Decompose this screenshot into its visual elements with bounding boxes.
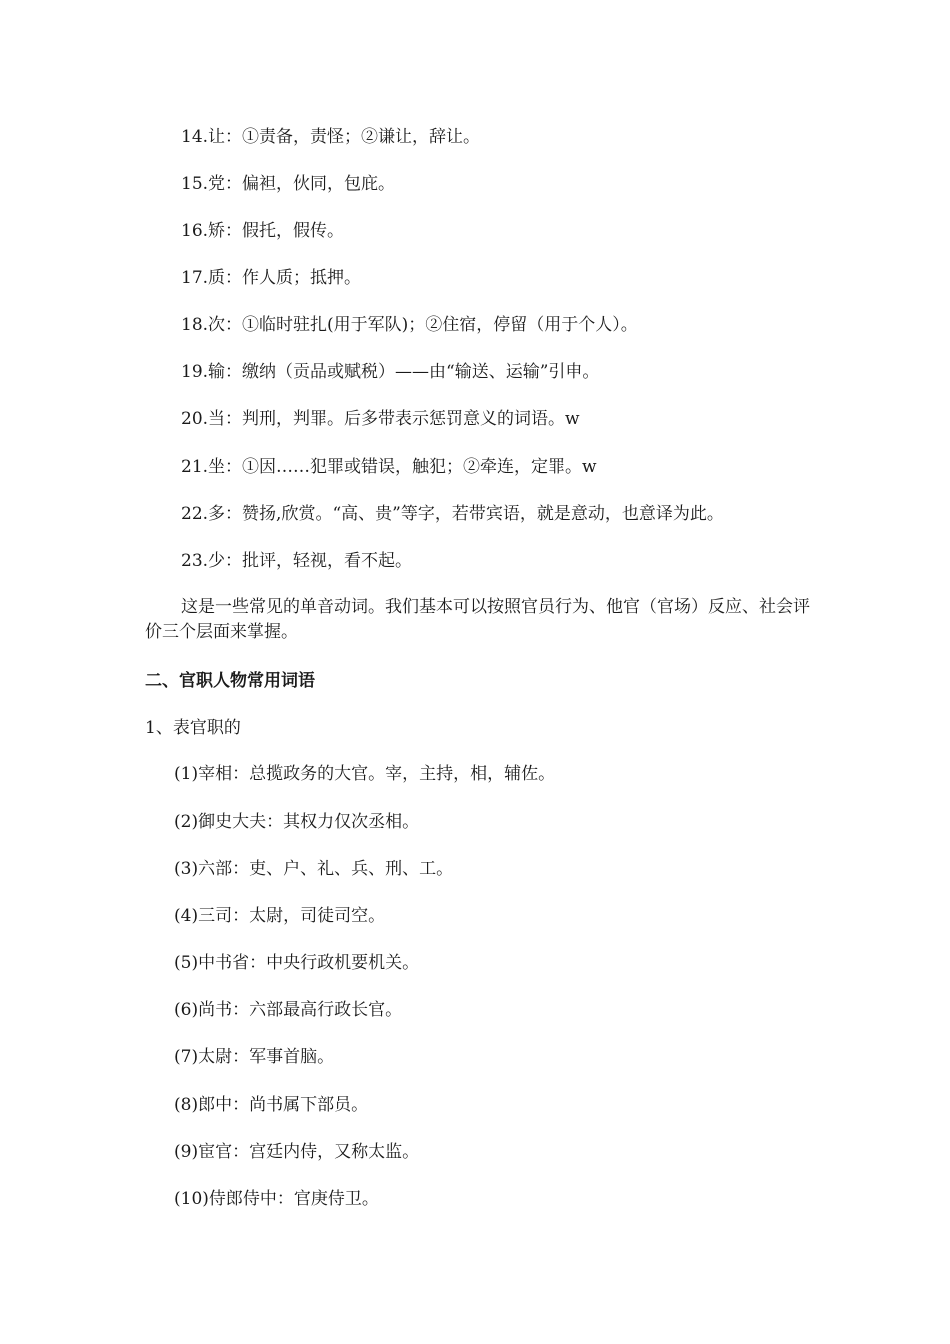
verb-entry-23: 23.少：批评，轻视，看不起。 bbox=[181, 551, 413, 571]
verb-entry-21: 21.坐：①因……犯罪或错误，触犯；②牵连，定罪。w bbox=[181, 457, 597, 477]
office-entry-7: (7)太尉：军事首脑。 bbox=[174, 1047, 335, 1067]
verb-entry-19: 19.输：缴纳（贡品或赋税）——由“输送、运输”引申。 bbox=[181, 362, 600, 382]
office-entry-3: (3)六部：吏、户、礼、兵、刑、工。 bbox=[174, 859, 454, 879]
subsection-heading: 1、表官职的 bbox=[145, 718, 241, 738]
verb-entry-15: 15.党：偏袒，伙同，包庇。 bbox=[181, 174, 396, 194]
summary-paragraph: 这是一些常见的单音动词。我们基本可以按照官员行为、他官（官场）反应、社会评价三个层面来掌握。 bbox=[145, 597, 810, 642]
verb-entry-14: 14.让：①责备，责怪；②谦让，辞让。 bbox=[181, 127, 481, 147]
office-entry-9: (9)宦官：宫廷内侍，又称太监。 bbox=[174, 1142, 420, 1162]
verb-entry-18: 18.次：①临时驻扎(用于军队)；②住宿，停留（用于个人）。 bbox=[181, 315, 638, 335]
office-entry-4: (4)三司：太尉，司徒司空。 bbox=[174, 906, 386, 926]
office-entry-6: (6)尚书：六部最高行政长官。 bbox=[174, 1000, 403, 1020]
verb-entry-16: 16.矫：假托，假传。 bbox=[181, 221, 345, 241]
verb-entry-20: 20.当：判刑，判罪。后多带表示惩罚意义的词语。w bbox=[181, 409, 580, 429]
office-entry-8: (8)郎中：尚书属下部员。 bbox=[174, 1095, 369, 1115]
verb-entry-17: 17.质：作人质；抵押。 bbox=[181, 268, 362, 288]
office-entry-1: (1)宰相：总揽政务的大官。宰，主持，相，辅佐。 bbox=[174, 764, 556, 784]
office-entry-5: (5)中书省：中央行政机要机关。 bbox=[174, 953, 420, 973]
verb-entry-22: 22.多：赞扬,欣赏。“高、贵”等字，若带宾语，就是意动，也意译为此。 bbox=[181, 504, 724, 524]
office-entry-10: (10)侍郎侍中：官庚侍卫。 bbox=[174, 1189, 379, 1209]
section-heading: 二、官职人物常用词语 bbox=[145, 671, 315, 691]
office-entry-2: (2)御史大夫：其权力仅次丞相。 bbox=[174, 812, 420, 832]
